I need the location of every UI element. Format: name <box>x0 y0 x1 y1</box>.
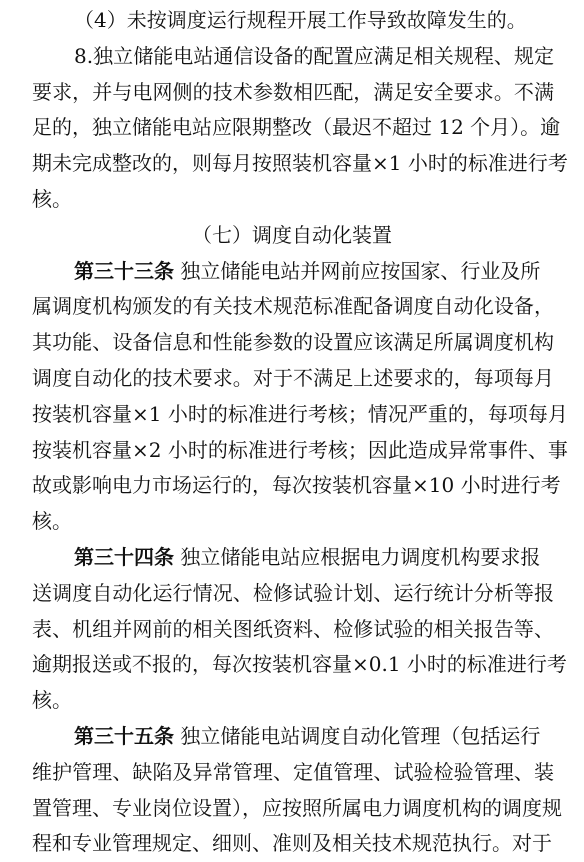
article-text: 独立储能电站调度自动化管理（包括运行 <box>180 724 541 748</box>
text-line: 8.独立储能电站通信设备的配置应满足相关规程、规定 <box>74 43 554 68</box>
text-line: 其功能、设备信息和性能参数的设置应该满足所属调度机构 <box>32 330 554 355</box>
text-line: 核。 <box>32 187 72 211</box>
article-first-line <box>74 720 554 752</box>
text-line: 属调度机构颁发的有关技术规范标准配备调度自动化设备， <box>32 294 554 319</box>
section-heading: （七）调度自动化装置 <box>192 222 392 247</box>
text-line: （4）未按调度运行规程开展工作导致故障发生的。 <box>74 8 527 32</box>
article-number: 第三十五条 <box>74 724 174 748</box>
article-text: 独立储能电站并网前应按国家、行业及所 <box>180 258 541 283</box>
text-line: 要求，并与电网侧的技术参数相匹配，满足安全要求。不满 <box>32 79 554 104</box>
text-line: 维护管理、缺陷及异常管理、定值管理、试验检验管理、装 <box>32 759 554 784</box>
text-line: 置管理、专业岗位设置），应按照所属电力调度机构的调度规 <box>32 795 562 820</box>
article-first-line <box>74 255 554 287</box>
article-text: 独立储能电站应根据电力调度机构要求报 <box>180 545 541 569</box>
text-line: 逾期报送或不报的，每次按装机容量×0.1 小时的标准进行考 <box>32 652 567 677</box>
text-line: 核。 <box>32 509 72 534</box>
article-number: 第三十三条 <box>74 258 174 283</box>
text-line: 期未完成整改的，则每月按照装机容量×1 小时的标准进行考 <box>32 151 568 176</box>
article-number: 第三十四条 <box>74 545 174 569</box>
text-line: 故或影响电力市场运行的，每次按装机容量×10 小时进行考 <box>32 473 561 498</box>
text-line: 核。 <box>32 688 72 713</box>
text-line: 按装机容量×2 小时的标准进行考核；因此造成异常事件、事 <box>32 437 568 462</box>
text-line: 调度自动化的技术要求。对于不满足上述要求的，每项每月 <box>32 366 554 390</box>
text-line: 按装机容量×1 小时的标准进行考核；情况严重的，每项每月 <box>32 401 568 426</box>
text-line: 送调度自动化运行情况、检修试验计划、运行统计分析等报 <box>32 580 554 605</box>
text-line: 程和专业管理规定、细则、准则及相关技术规范执行。对于 <box>32 831 552 856</box>
text-line: 足的，独立储能电站应限期整改（最迟不超过 12 个月）。逾 <box>32 115 561 140</box>
article-first-line <box>74 541 554 573</box>
text-line: 表、机组并网前的相关图纸资料、检修试验的相关报告等、 <box>32 616 554 641</box>
